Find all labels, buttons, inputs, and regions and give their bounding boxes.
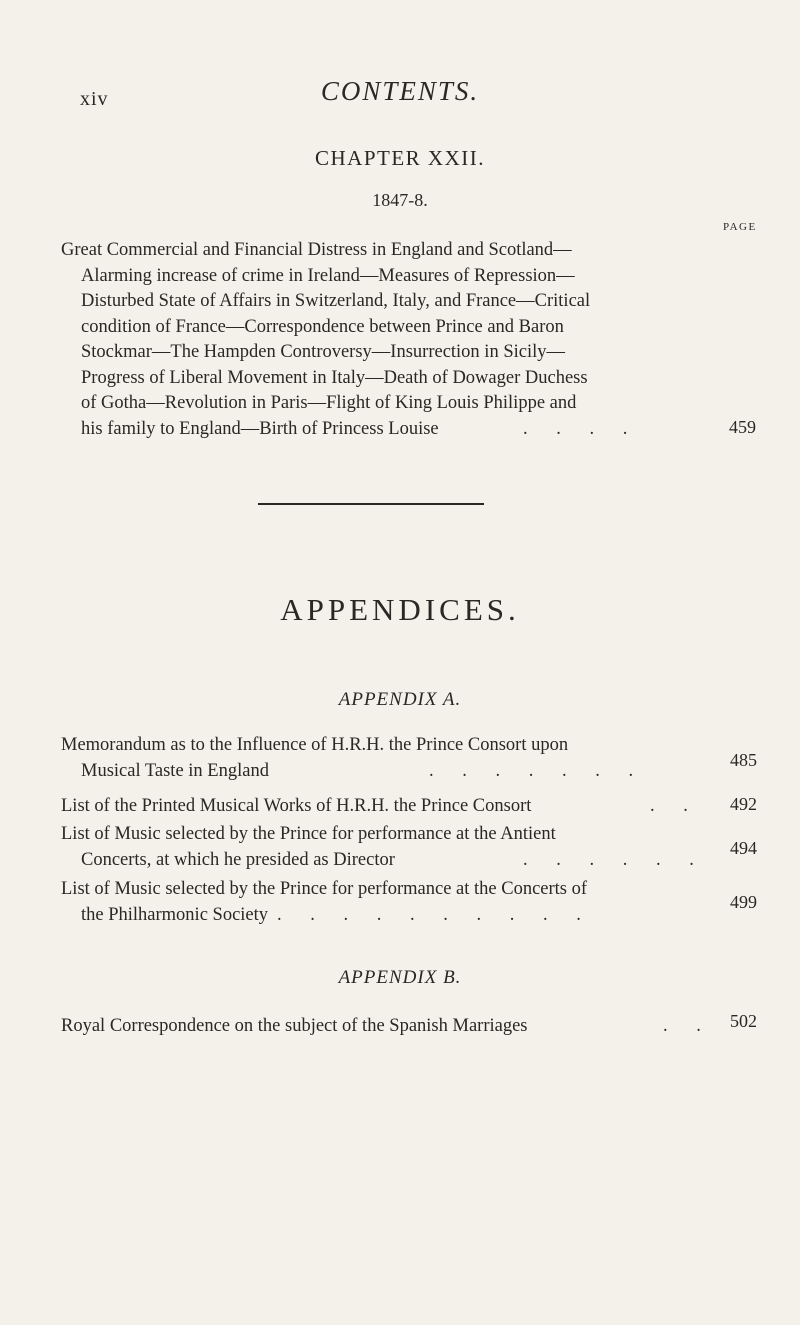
appendix-entry-line [61,1014,711,1040]
appendix-entry-line: Memorandum as to the Influence of H.R.H. the Prince Consort upon [61,735,569,755]
running-head: CONTENTS. [320,76,480,106]
appendix-entry-page: 502 [730,1011,757,1031]
section-divider [258,503,484,505]
leader-dots: . . . . . . . [429,760,646,781]
appendix-entry [61,1014,711,1040]
appendix-entry [61,733,711,784]
appendix-entry [61,822,711,873]
appendix-entry-last-line: Musical Taste in England [81,760,269,781]
chapter-summary-last-line: his family to England—Birth of Princess Louise [81,418,439,439]
appendix-entry-line [61,759,711,785]
chapter-summary-line: condition of France—Correspondence between Prince and Baron [81,316,564,337]
page-column-label: PAGE [723,221,757,233]
appendix-entry [61,877,711,928]
chapter-summary-line [61,417,711,443]
appendix-entry-last-line: Concerts, at which he presided as Director [81,849,395,870]
chapter-summary-line: Great Commercial and Financial Distress in England and Scotland— [61,240,572,260]
leader-dots: . . . . . . . . . . [277,904,593,925]
appendix-entry-page: 492 [730,794,757,814]
chapter-years: 1847-8. [372,190,428,210]
chapter-summary-entry [61,238,711,442]
appendix-entry-line: List of Music selected by the Prince for performance at the Antient [61,824,556,844]
chapter-summary-line: of Gotha—Revolution in Paris—Flight of King Louis Philippe and [81,393,577,413]
appendix-entry-line [61,903,711,929]
appendix-entry-page: 485 [730,750,757,770]
appendix-entry-line: List of Music selected by the Prince for performance at the Concerts of [61,879,588,899]
chapter-summary-line: Alarming increase of crime in Ireland—Measures of Repression— [81,265,575,286]
appendix-entry-last-line: the Philharmonic Society [81,904,269,925]
appendix-b-heading: APPENDIX B. [338,967,462,988]
appendix-entry-page: 499 [730,892,757,912]
chapter-summary-line: Stockmar—The Hampden Controversy—Insurrection in Sicily— [81,342,565,362]
appendix-entry-page: 494 [730,838,757,858]
leader-dots: . . . . [523,418,640,439]
chapter-page-number: 459 [729,417,756,437]
leader-dots: . . [650,796,700,816]
appendices-title: APPENDICES. [280,592,520,627]
appendix-a-heading: APPENDIX A. [338,689,462,710]
chapter-summary-line: Progress of Liberal Movement in Italy—Death of Dowager Duchess [81,367,588,388]
appendix-entry [61,794,711,820]
appendix-entry-line [61,794,711,820]
appendix-entry-last-line: List of the Printed Musical Works of H.R.H. the Prince Consort [61,796,532,816]
chapter-summary-line: Disturbed State of Affairs in Switzerland, Italy, and France—Critical [81,291,591,311]
leader-dots: . . . . . . [523,849,706,870]
leader-dots: . . [663,1016,713,1036]
chapter-title: CHAPTER XXII. [315,146,485,170]
appendix-entry-line [61,848,711,874]
appendix-entry-last-line: Royal Correspondence on the subject of the Spanish Marriages [61,1016,528,1036]
page-number: xiv [80,88,109,110]
